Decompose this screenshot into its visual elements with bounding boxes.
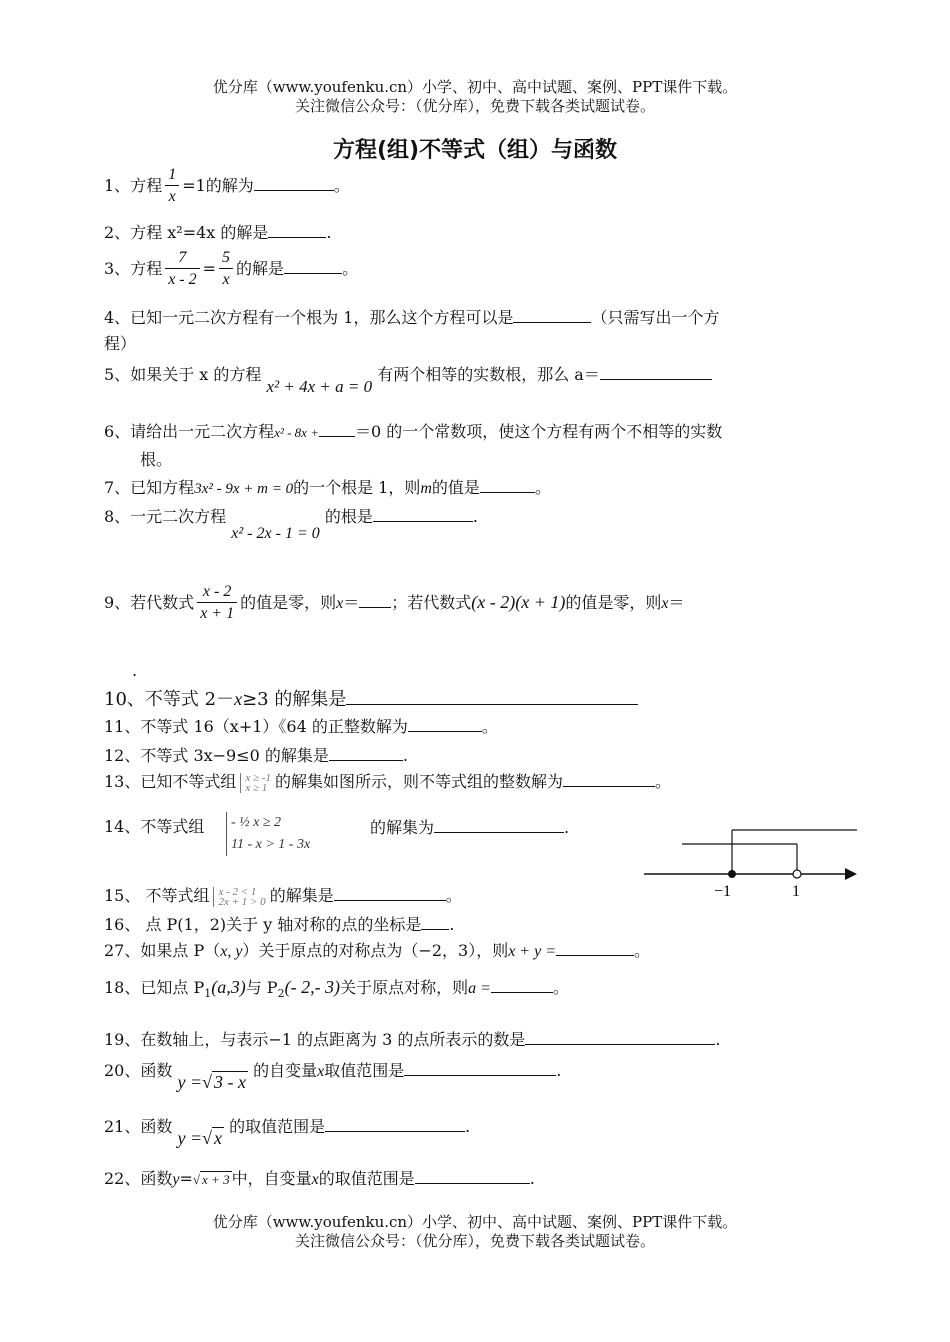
hollow-point	[793, 870, 801, 878]
answer-blank	[556, 939, 634, 956]
answer-blank	[563, 770, 655, 787]
question-27: 27、如果点 P（x, y）关于原点的对称点为（−2，3），则x + y = 。	[104, 941, 651, 960]
header-line-2: 关注微信公众号：（优分库），免费下载各类试题试卷。	[294, 97, 655, 115]
question-14: 14、不等式组	[104, 817, 205, 836]
fraction: $\frac{x - 2}{x + 1}$	[197, 582, 237, 625]
tick-label-neg1: −1	[714, 883, 732, 900]
sqrt-expression: √ x + 3	[192, 1172, 230, 1187]
question-19: 19、在数轴上，与表示−1 的点距离为 3 的点所表示的数是 .	[104, 1030, 721, 1049]
question-1: 1、方程 $\frac{1}{x}$ =1的解为 。	[104, 165, 350, 208]
fraction: $\frac{1}{x}$	[165, 165, 179, 208]
answer-blank	[491, 976, 553, 993]
equation: 3x² - 9x + m = 0	[194, 481, 294, 497]
answer-blank	[268, 221, 326, 238]
inequality-system: - ½ x ≥ 2 11 - x > 1 - 3x	[226, 812, 310, 856]
answer-blank	[480, 476, 535, 493]
answer-blank	[325, 1115, 465, 1132]
question-9: 9、若代数式 $\frac{x - 2}{x + 1}$ 的值是零，则x＝ ；若代数式(x - 2)(x + 1)的值是零，则x＝	[104, 582, 685, 625]
number-line-diagram	[640, 820, 870, 902]
page-title: 方程(组)不等式（组）与函数	[332, 138, 618, 163]
question-3: 3、方程 $\frac{7}{x - 2}$ = $\frac{5}{x}$ 的解是 。	[104, 248, 358, 291]
question-9-cont: .	[132, 661, 138, 680]
equation: x² - 2x - 1 = 0	[231, 525, 320, 542]
inequality-system: x - 2 < 1 2x + 1 > 0	[213, 887, 265, 907]
answer-blank	[404, 1059, 556, 1076]
sqrt-expression: y =√ 3 - x	[177, 1072, 246, 1092]
answer-blank	[329, 744, 403, 761]
solid-point	[728, 870, 736, 878]
equation: x² - 8x +	[274, 425, 319, 440]
question-12: 12、不等式 3x−9≤0 的解集是 .	[104, 746, 409, 765]
question-20: 20、函数 y =√ 3 - x 的自变量x取值范围是 .	[104, 1061, 562, 1092]
answer-blank	[254, 174, 334, 191]
sqrt-expression: y =√ x	[177, 1128, 222, 1148]
answer-blank	[284, 257, 342, 274]
question-5: 5、如果关于 x 的方程 x² + 4x + a = 0 有两个相等的实数根，那么 a＝	[104, 363, 712, 386]
question-4: 4、已知一元二次方程有一个根为 1，那么这个方程可以是 （只需写出一个方	[104, 308, 720, 327]
question-18: 18、已知点 $P_1(a,3)$与 $P_2(-$ 2,- 3)关于原点对称，则a = 。	[104, 977, 569, 1001]
fraction: $\frac{5}{x}$	[219, 248, 233, 291]
question-16: 16、 点 P(1，2)关于 y 轴对称的点的坐标是 .	[104, 915, 455, 934]
question-6: 6、请给出一元二次方程x² - 8x + ＝0 的一个常数项，使这个方程有两个不相等的实数	[104, 422, 723, 441]
equation: x² + 4x + a = 0	[266, 377, 373, 396]
footer-line-1: 优分库（www.youfenku.cn）小学、初中、高中试题、案例、PPT课件下载。	[212, 1213, 738, 1231]
question-15: 15、 不等式组 x - 2 < 1 2x + 1 > 0 的解集是 。	[104, 885, 462, 908]
question-14-answer: 的解集为 .	[370, 818, 570, 837]
tick-label-1: 1	[792, 883, 800, 900]
question-7: 7、已知方程3x² - 9x + m = 0的一个根是 1，则m的值是 。	[104, 478, 551, 497]
question-10: 10、不等式 2－x≥3 的解集是	[104, 686, 638, 711]
question-6-cont: 根。	[140, 450, 173, 469]
answer-blank	[334, 884, 446, 901]
answer-blank	[319, 420, 355, 437]
answer-blank	[421, 913, 449, 930]
question-13: 13、已知不等式组 x ≥ -1 x ≥ 1 的解集如图所示，则不等式组的整数解为 。	[104, 771, 671, 794]
answer-blank	[359, 591, 391, 608]
answer-blank	[373, 505, 473, 522]
question-11: 11、不等式 16（x+1）《64 的正整数解为 。	[104, 717, 498, 736]
question-8: 8、一元二次方程 x² - 2x - 1 = 0 的根是 .	[104, 507, 478, 542]
answer-blank	[346, 686, 638, 705]
question-2: 2、方程 x²=4x 的解是 .	[104, 223, 332, 242]
expression: (x - 2)(x + 1)	[471, 592, 566, 612]
answer-blank	[434, 816, 564, 833]
fraction: $\frac{7}{x - 2}$	[165, 248, 199, 291]
question-4-cont: 程）	[104, 334, 137, 353]
answer-blank	[600, 363, 712, 380]
answer-blank	[415, 1167, 530, 1184]
header-line-1: 优分库（www.youfenku.cn）小学、初中、高中试题、案例、PPT课件下载。	[212, 78, 738, 96]
inequality-system: x ≥ -1 x ≥ 1	[240, 773, 271, 793]
question-22: 22、函数y=√ x + 3 中，自变量x的取值范围是 .	[104, 1169, 535, 1188]
answer-blank	[513, 306, 591, 323]
question-21: 21、函数 y =√ x 的取值范围是 .	[104, 1117, 471, 1148]
answer-blank	[525, 1028, 715, 1045]
footer-line-2: 关注微信公众号：（优分库），免费下载各类试题试卷。	[294, 1232, 655, 1250]
arrow-head	[845, 868, 857, 880]
answer-blank	[408, 715, 482, 732]
